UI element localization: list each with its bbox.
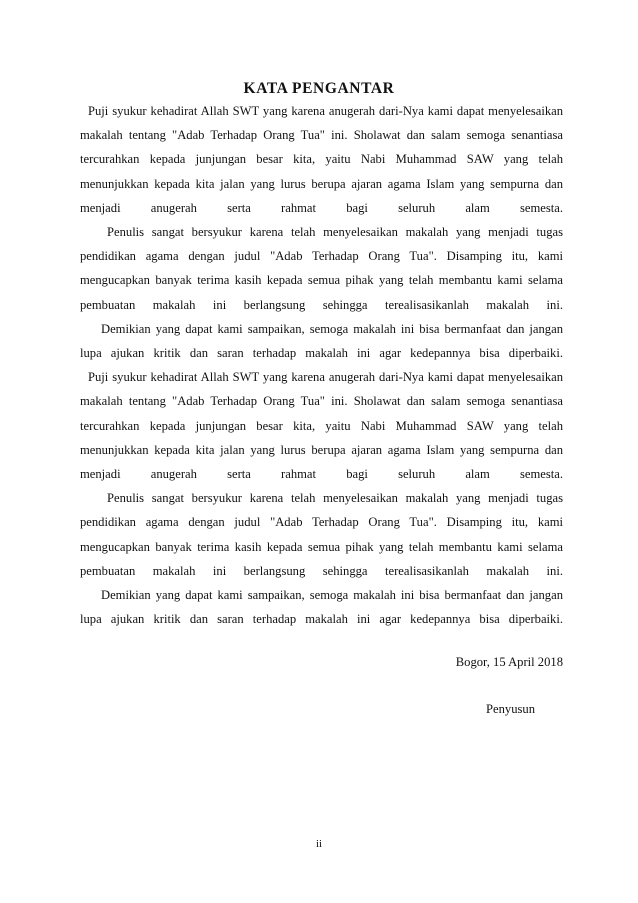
paragraph: Puji syukur kehadirat Allah SWT yang karena anugerah dari-Nya kami dapat menyelesaikan makalah tentang "Adab Terhadap Orang Tua" ini. Sholawat dan salam semoga senantiasa tercurahkan kepada junjungan besar kita, yaitu Nabi Muhammad SAW yang telah menunjukkan kepada kita jalan yang lurus berupa ajaran agama Islam yang sempurna dan menjadi anugerah serta rahmat bagi seluruh alam semesta. bbox=[80, 104, 563, 215]
paragraph: Penulis sangat bersyukur karena telah menyelesaikan makalah yang menjadi tugas pendidikan agama dengan judul "Adab Terhadap Orang Tua". Disamping itu, kami mengucapkan banyak terima kasih kepada semua pihak yang telah membantu kami selama pembuatan makalah ini berlangsung sehingga terealisasikanlah makalah ini. bbox=[80, 225, 563, 312]
paragraph: Demikian yang dapat kami sampaikan, semoga makalah ini bisa bermanfaat dan jangan lupa ajukan kritik dan saran terhadap makalah ini agar kedepannya bisa diperbaiki. bbox=[80, 588, 563, 627]
paragraph: Penulis sangat bersyukur karena telah menyelesaikan makalah yang menjadi tugas pendidikan agama dengan judul "Adab Terhadap Orang Tua". Disamping itu, kami mengucapkan banyak terima kasih kepada semua pihak yang telah membantu kami selama pembuatan makalah ini berlangsung sehingga terealisasikanlah makalah ini. bbox=[80, 491, 563, 578]
page-number: ii bbox=[315, 838, 323, 850]
page-title: KATA PENGANTAR bbox=[243, 80, 395, 97]
place-date: Bogor, 15 April 2018 bbox=[455, 655, 563, 669]
foreword-body bbox=[80, 99, 563, 631]
paragraph: Demikian yang dapat kami sampaikan, semoga makalah ini bisa bermanfaat dan jangan lupa ajukan kritik dan saran terhadap makalah ini agar kedepannya bisa diperbaiki. bbox=[80, 321, 563, 361]
signer-label: Penyusun bbox=[486, 702, 535, 716]
paragraph: Puji syukur kehadirat Allah SWT yang karena anugerah dari-Nya kami dapat menyelesaikan makalah tentang "Adab Terhadap Orang Tua" ini. Sholawat dan salam semoga senantiasa tercurahkan kepada junjungan besar kita, yaitu Nabi Muhammad SAW yang telah menunjukkan kepada kita jalan yang lurus berupa ajaran agama Islam yang sempurna dan menjadi anugerah serta rahmat bagi seluruh alam semesta. bbox=[80, 370, 563, 482]
